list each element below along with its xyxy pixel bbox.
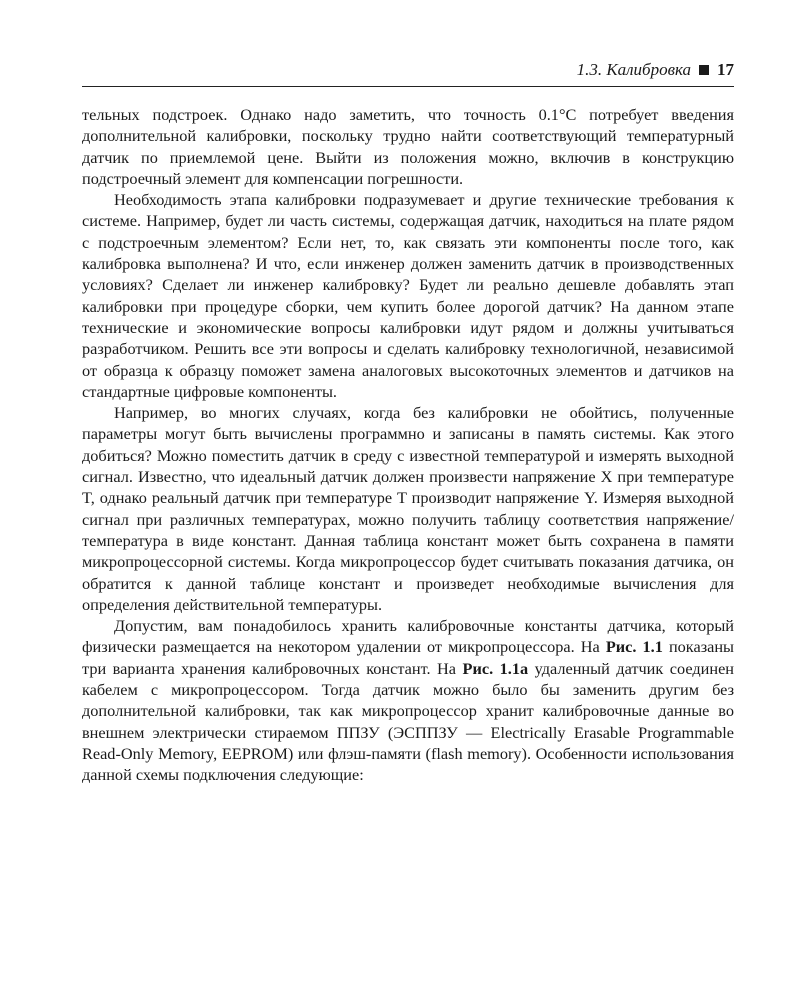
black-square-icon — [699, 65, 709, 75]
section-title: 1.3. Калибровка — [576, 60, 691, 79]
paragraph-1: тельных подстроек. Однако надо заметить, что точность 0.1°С потребует введения дополнительной калибровки, поскольку трудно найти соответствующий температурный датчик по приемлемой цене. Выйти из положения можно, включив в конструкцию подстроечный элемент для компенсации погрешности. — [82, 105, 734, 188]
paragraph-2: Необходимость этапа калибровки подразумевает и другие технические требования к системе. Например, будет ли часть системы, содержащая датчик, находиться на плате рядом с подстроечным элементом? Если нет, то, как связать эти компоненты после того, как калибровка выполнена? И что, если инженер должен заменить датчик в производственных условиях? Сделает ли инженер калибровку? Будет ли реально дешевле добавлять этап калибровки при процедуре сборки, чем купить более дорогой датчик? На данном этапе технические и экономические вопросы калибровки идут рядом и должны учитываться разработчиком. Решить все эти вопросы и сделать калибровку технологичной, независимой от образца к образцу поможет замена аналоговых высокоточных элементов и датчиков на стандартные цифровые компоненты. — [82, 190, 734, 401]
header-right — [577, 60, 734, 80]
paragraph-4-part-1: Допустим, вам понадобилось хранить калибровочные константы датчика, который физически размещается на некотором удалении от микропроцессора. На — [82, 616, 734, 657]
figure-reference-1: Рис. 1.1 — [605, 637, 663, 657]
paragraph-3: Например, во многих случаях, когда без калибровки не обойтись, полученные параметры могут быть вычислены программно и записаны в память системы. Как этого добиться? Можно поместить датчик в среду с известной температурой и измерять выходной сигнал. Известно, что идеальный датчик должен произвести напряжение X при температуре T, однако реальный датчик при температуре T производит напряжение Y. Измеряя выходной сигнал при различных температурах, можно получить таблицу соответствия напряжение/температура в виде констант. Данная таблица констант может быть сохранена в памяти микропроцессорной системы. Когда микропроцессор будет считывать показания датчика, он обратится к данной таблице констант и произведет необходимые вычисления для определения действительной температуры. — [82, 403, 734, 614]
paragraph-4-part-2: показаны три варианта хранения калибровочных констант. На — [82, 637, 734, 678]
page-number: 17 — [717, 60, 734, 79]
running-header — [82, 56, 734, 87]
text-body — [82, 104, 734, 786]
figure-reference-2: Рис. 1.1а — [462, 658, 529, 678]
paragraph-4-part-3: удаленный датчик соединен кабелем с микропроцессором. Тогда датчик можно было бы заменить другим без дополнительной калибровки, так как микропроцессор хранит калибровочные данные во внешнем электрически стираемом ППЗУ (ЭСППЗУ — Electrically Erasable Programmable Read-Only Memory, EEPROM) или флэш-памяти (flash memory). Особенности использования данной схемы подключения следующие: — [82, 658, 735, 785]
paragraph-4 — [82, 615, 734, 785]
